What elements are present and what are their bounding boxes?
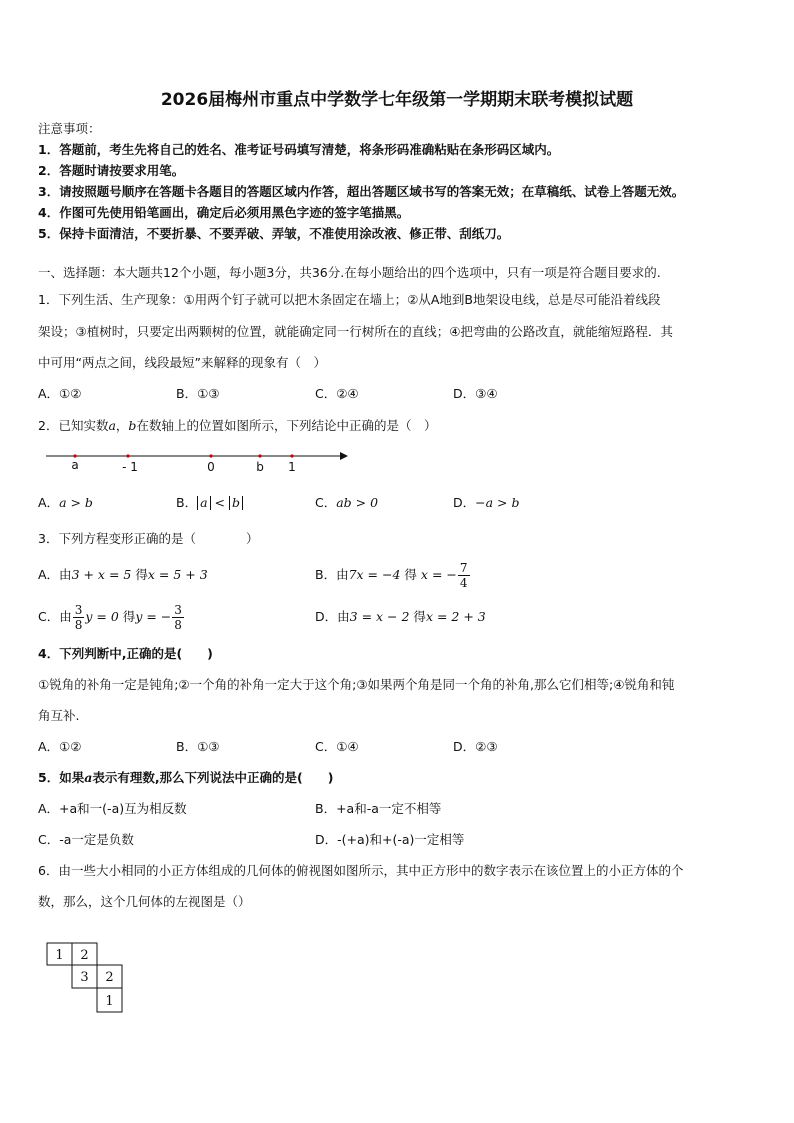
q2-var-b: b <box>128 418 137 433</box>
notice-item: 3．请按照题号顺序在答题卡各题目的答题区域内作答，超出答题区域书写的答案无效；在草稿纸、试卷上答题无效。 <box>38 184 685 199</box>
q5-option-b: B．+a和-a一定不相等 <box>315 801 442 816</box>
number-line-arrow <box>340 452 348 460</box>
q6-stem-line: 数，那么，这个几何体的左视图是（） <box>38 894 251 909</box>
option-prefix: A．由 <box>38 567 72 582</box>
q1-option-d: D．③④ <box>453 386 498 401</box>
fraction <box>172 603 184 632</box>
equation: 3 + x = 5 <box>71 567 132 582</box>
q1-option-b: B．①③ <box>176 386 220 401</box>
q1-option-c: C．②④ <box>315 386 359 401</box>
number-line-figure <box>40 448 360 478</box>
cell-count: 2 <box>80 948 89 963</box>
cell-count: 2 <box>105 970 114 985</box>
q2-option-a <box>38 495 93 511</box>
fraction-numerator: 7 <box>459 560 468 575</box>
q1-stem-line: 1．下列生活、生产现象：①用两个钉子就可以把木条固定在墙上；②从A地到B地架设电线，总是尽可能沿着线段 <box>38 292 661 307</box>
option-expr: −a > b <box>475 495 520 510</box>
option-connector: 得 <box>122 609 136 624</box>
q5-stem-text: 表示有理数,那么下列说法中正确的是( ) <box>92 770 334 785</box>
equation: x = 2 + 3 <box>425 609 486 624</box>
q2-stem <box>38 418 436 434</box>
q4-stem: 4．下列判断中,正确的是( ) <box>38 646 213 661</box>
fraction-denominator: 8 <box>174 617 182 632</box>
equation: 7x = −4 <box>348 567 401 582</box>
equation: y = − <box>135 609 172 624</box>
notice-heading: 注意事项： <box>38 121 101 136</box>
q5-option-d: D．-(+a)和+(-a)一定相等 <box>315 832 465 847</box>
fraction <box>458 561 470 590</box>
equation: x = − <box>420 567 457 582</box>
q3-option-b <box>315 555 471 595</box>
q5-stem <box>38 770 334 786</box>
point-neg1-marker <box>126 454 129 457</box>
q2-option-d <box>453 495 520 511</box>
notice-item: 2．答题时请按要求用笔。 <box>38 163 185 178</box>
notice-item: 1．答题前，考生先将自己的姓名、准考证号码填写清楚，将条形码准确粘贴在条形码区域内。 <box>38 142 560 157</box>
fraction-numerator: 3 <box>74 602 83 617</box>
axis-label-one: 1 <box>288 460 296 474</box>
fraction <box>73 603 85 632</box>
cell-count: 1 <box>105 994 114 1009</box>
q3-stem: 3．下列方程变形正确的是（ ） <box>38 531 259 546</box>
equation: 3 = x − 2 <box>349 609 410 624</box>
equation: x = 5 + 3 <box>147 567 208 582</box>
q4-option-b: B．①③ <box>176 739 220 754</box>
option-connector: 得 <box>135 567 148 582</box>
q4-option-d: D．②③ <box>453 739 498 754</box>
abs-a: a <box>197 496 210 510</box>
option-prefix: C．由 <box>38 609 72 624</box>
q5-stem-text: 5．如果 <box>38 770 85 785</box>
point-zero-marker <box>209 454 212 457</box>
option-prefix: B．由 <box>315 567 349 582</box>
option-expr: a > b <box>59 495 93 510</box>
q1-option-a: A．①② <box>38 386 82 401</box>
fraction-numerator: 3 <box>174 602 182 617</box>
fraction-denominator: 8 <box>74 617 83 632</box>
q6-stem-line: 6．由一些大小相同的小正方体组成的几何体的俯视图如图所示，其中正方形中的数字表示在该位置上的小正方体的个 <box>38 863 684 878</box>
q4-option-c: C．①④ <box>315 739 359 754</box>
q3-option-a <box>38 567 208 583</box>
q1-stem-line: 架设；③植树时，只要定出两颗树的位置，就能确定同一行树所在的直线；④把弯曲的公路改直，就能缩短路程．其 <box>38 324 673 339</box>
q5-option-c: C．-a一定是负数 <box>38 832 134 847</box>
q2-var-a: a <box>108 418 116 433</box>
q3-option-d <box>315 609 486 625</box>
point-one-marker <box>290 454 293 457</box>
option-label: D． <box>453 495 476 510</box>
q3-option-c <box>38 597 185 637</box>
q5-var-a: a <box>84 770 93 785</box>
q2-stem-text: 在数轴上的位置如图所示，下列结论中正确的是（ ） <box>136 418 437 433</box>
axis-label-b: b <box>256 460 264 474</box>
equation: y = 0 <box>85 609 119 624</box>
fraction-denominator: 4 <box>459 575 468 590</box>
axis-label-a: a <box>71 458 79 472</box>
q2-option-c <box>315 495 378 511</box>
q2-stem-text: 2．已知实数 <box>38 418 109 433</box>
option-expr: ab > 0 <box>336 495 379 510</box>
notice-item: 5．保持卡面清洁，不要折暴、不要弄破、弄皱，不准使用涂改液、修正带、刮纸刀。 <box>38 226 510 241</box>
q4-statement-line: ①锐角的补角一定是钝角;②一个角的补角一定大于这个角;③如果两个角是同一个角的补角,那么它们相等;④锐角和钝 <box>38 677 675 692</box>
cell-count: 1 <box>55 948 64 963</box>
q2-sep: ， <box>115 418 129 433</box>
axis-label-neg1: - 1 <box>122 460 138 474</box>
q4-statement-line: 角互补. <box>38 708 80 723</box>
option-label: B． <box>176 495 198 510</box>
q2-option-b <box>176 495 243 511</box>
point-b-marker <box>258 454 261 457</box>
section-heading: 一、选择题：本大题共12个小题，每小题3分，共36分.在每小题给出的四个选项中，只有一项是符合题目要求的. <box>38 265 661 280</box>
abs-b: b <box>229 496 243 510</box>
top-view-grid-figure <box>44 940 128 1018</box>
q5-option-a: A．+a和一(-a)互为相反数 <box>38 801 187 816</box>
exam-title: 2026届梅州市重点中学数学七年级第一学期期末联考模拟试题 <box>160 90 634 110</box>
q4-option-a: A．①② <box>38 739 82 754</box>
notice-item: 4．作图可先使用铅笔画出，确定后必须用黑色字迹的签字笔描黑。 <box>38 205 410 220</box>
q1-stem-line: 中可用“两点之间，线段最短”来解释的现象有（ ） <box>38 355 326 370</box>
cell-count: 3 <box>80 970 89 985</box>
axis-label-zero: 0 <box>207 460 215 474</box>
option-label: C． <box>315 495 337 510</box>
option-connector: 得 <box>404 567 417 582</box>
option-label: A． <box>38 495 60 510</box>
option-connector: 得 <box>413 609 426 624</box>
option-prefix: D．由 <box>315 609 350 624</box>
option-operator: < <box>210 495 229 510</box>
